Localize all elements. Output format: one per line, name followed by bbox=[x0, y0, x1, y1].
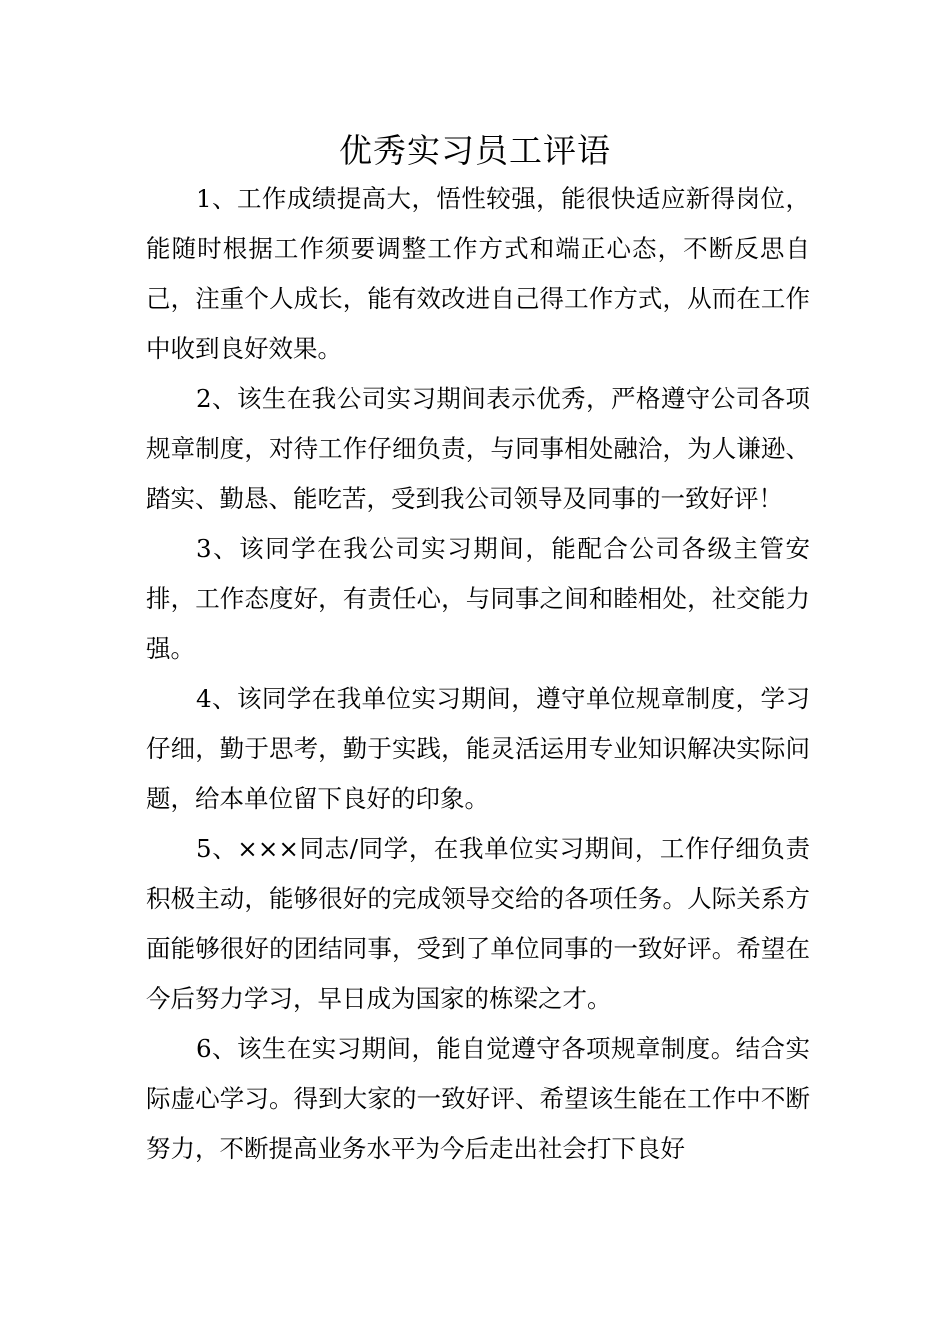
paragraph-4: 4、该同学在我单位实习期间，遵守单位规章制度，学习仔细，勤于思考，勤于实践，能灵活运用专业知识解决实际问题，给本单位留下良好的印象。 bbox=[146, 684, 810, 813]
paragraph-5: 5、×××同志/同学，在我单位实习期间，工作仔细负责积极主动，能够很好的完成领导交给的各项任务。人际关系方面能够很好的团结同事，受到了单位同事的一致好评。希望在今后努力学习，早日成为国家的栋梁之才。 bbox=[146, 834, 810, 1013]
paragraph-6: 6、该生在实习期间，能自觉遵守各项规章制度。结合实际虚心学习。得到大家的一致好评、希望该生能在工作中不断努力，不断提高业务水平为今后走出社会打下良好 bbox=[146, 1034, 810, 1163]
paragraph-1: 1、工作成绩提高大，悟性较强，能很快适应新得岗位，能随时根据工作须要调整工作方式和端正心态，不断反思自己，注重个人成长，能有效改进自己得工作方式，从而在工作中收到良好效果。 bbox=[146, 184, 810, 363]
paragraph-3: 3、该同学在我公司实习期间，能配合公司各级主管安排，工作态度好，有责任心，与同事之间和睦相处，社交能力强。 bbox=[146, 534, 810, 663]
paragraph-2: 2、该生在我公司实习期间表示优秀，严格遵守公司各项规章制度，对待工作仔细负责，与同事相处融洽，为人谦逊、踏实、勤恳、能吃苦，受到我公司领导及同事的一致好评！ bbox=[146, 384, 810, 513]
document-body bbox=[146, 174, 810, 1174]
document-title: 优秀实习员工评语 bbox=[339, 131, 611, 170]
